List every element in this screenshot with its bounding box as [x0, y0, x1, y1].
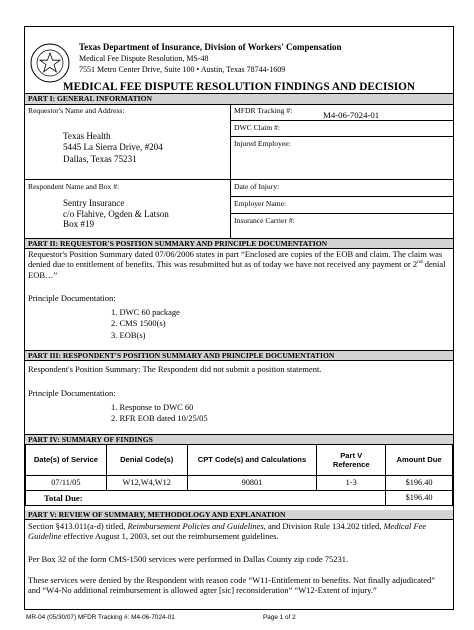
doc-item: 1. Response to DWC 60 — [111, 402, 194, 412]
total-value: $196.40 — [386, 491, 453, 506]
form-title: MEDICAL FEE DISPUTE RESOLUTION FINDINGS AND DECISION — [62, 81, 416, 93]
part4-heading: PART IV: SUMMARY OF FINDINGS — [25, 435, 453, 444]
injured-employee-label: Injured Employee: — [234, 139, 291, 148]
part2-heading: PART II: REQUESTOR'S POSITION SUMMARY AND PRINCIPLE DOCUMENTATION — [25, 239, 453, 248]
respondent-line: c/o Flahive, Ogden & Latson — [63, 208, 169, 219]
insurance-carrier-label: Insurance Carrier #: — [234, 216, 295, 225]
cell-reference: 1-3 — [317, 476, 386, 491]
requestor-docs-label: Principle Documentation: — [28, 293, 116, 303]
form-page — [24, 26, 454, 610]
date-of-injury-label: Date of Injury: — [234, 182, 280, 191]
dwc-claim-label: DWC Claim #: — [234, 123, 280, 132]
col-part-v-reference: Part V Reference — [317, 445, 386, 476]
col-denial-codes: Denial Code(s) — [106, 445, 187, 476]
doc-item: 3. EOB(s) — [111, 329, 146, 340]
part5-heading: PART V: REVIEW OF SUMMARY, METHODOLOGY AND EXPLANATION — [25, 510, 453, 519]
part1-heading: PART I: GENERAL INFORMATION — [25, 94, 453, 104]
respondent-line: Box #19 — [63, 219, 95, 230]
employer-name-label: Employer Name: — [234, 199, 287, 208]
table-row — [26, 476, 453, 491]
doc-item: 2. RFR EOB dated 10/25/05 — [111, 413, 208, 424]
requestor-label: Requestor's Name and Address: — [28, 106, 125, 115]
total-label: Total Due: — [26, 491, 386, 506]
requestor-line: Texas Health — [63, 131, 111, 141]
respondent-line: Sentry Insurance — [63, 198, 125, 208]
doc-item: 1. DWC 60 package — [111, 307, 180, 317]
org-name: Texas Department of Insurance, Division of Workers' Compensation — [79, 42, 342, 52]
part3-heading: PART III: RESPONDENT'S POSITION SUMMARY AND PRINCIPLE DOCUMENTATION — [25, 351, 453, 360]
respondent-docs-list — [111, 402, 208, 425]
col-cpt-codes: CPT Code(s) and Calculations — [187, 445, 317, 476]
dept-name: Medical Fee Dispute Resolution, MS-48 — [79, 54, 209, 63]
total-row — [26, 491, 453, 506]
part5-paragraph-3: These services were denied by the Respondent with reason code “W11-Entitlement to benefits. Not finally adjudicated” and “W4-No additional reimbursement is allowed agter [sic] reconsideration” “W12-Extent of injury.” — [28, 575, 436, 596]
respondent-position-summary: Respondent's Position Summary: The Respondent did not submit a position statement. — [28, 364, 322, 374]
findings-table — [25, 444, 453, 506]
col-amount-due: Amount Due — [386, 445, 453, 476]
requestor-address — [63, 131, 163, 165]
part5-paragraph-1: Section §413.011(a-d) titled, Reimbursement Policies and Guidelines, and Division Rule 134.202 titled, Medical Fee Guideline effective August 1, 2003, set out the reimbursement guidelines. — [28, 521, 427, 542]
col-dates-of-service: Date(s) of Service — [26, 445, 107, 476]
requestor-line: Dallas, Texas 75231 — [63, 153, 137, 164]
mfdr-label: MFDR Tracking #: — [234, 106, 293, 115]
requestor-position-summary: Requestor's Position Summary dated 07/06/2006 states in part “Enclosed are copies of the EOB and claim. The claim was denied due to entitlement of benefits. This was resubmitted but as of today we have not received any payment or 2nd denial EOB…” — [28, 249, 446, 280]
requestor-line: 5445 La Sierra Drive, #204 — [63, 142, 163, 153]
cell-cpt: 90801 — [187, 476, 317, 491]
dept-address: 7551 Metro Center Drive, Suite 100 • Austin, Texas 78744-1609 — [79, 65, 286, 74]
respondent-label: Respondent Name and Box #: — [28, 182, 120, 191]
footer-page-number: Page 1 of 2 — [263, 614, 296, 621]
part5-paragraph-2: Per Box 32 of the form CMS-1500 services were performed in Dallas County zip code 75231. — [28, 554, 349, 564]
table-header-row — [26, 445, 453, 476]
respondent-address — [63, 198, 169, 230]
cell-denial: W12,W4,W12 — [106, 476, 187, 491]
mfdr-value: M4-06-7024-01 — [323, 110, 380, 120]
doc-item: 2. CMS 1500(s) — [111, 318, 166, 329]
cell-date: 07/11/05 — [26, 476, 107, 491]
cell-amount: $196.40 — [386, 476, 453, 491]
footer-form-id: MR-04 (05/30/07) MFDR Tracking #: M4-06-7024-01 — [26, 614, 175, 621]
respondent-docs-label: Principle Documentation: — [28, 388, 116, 398]
texas-seal-logo — [30, 43, 70, 83]
requestor-docs-list — [111, 307, 180, 341]
